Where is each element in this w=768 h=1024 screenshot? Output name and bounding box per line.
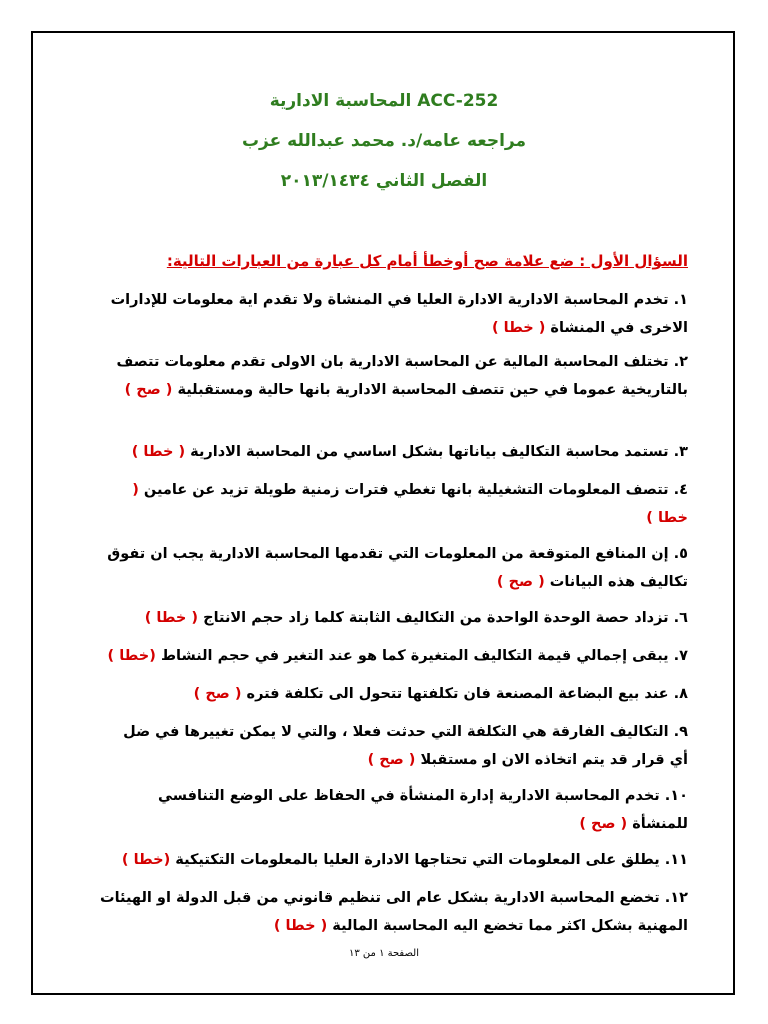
statement-text: ١٠. تخدم المحاسبة الادارية إدارة المنشأة في الحفاظ على الوضع التنافسي للمنشأة	[158, 788, 688, 832]
list-item	[100, 476, 688, 532]
list-item	[100, 718, 688, 774]
statement-text: ٤. تتصف المعلومات التشغيلية بانها تغطي فترات زمنية طويلة تزيد عن عامين	[143, 482, 688, 498]
statement-text: ٦. تزداد حصة الوحدة الواحدة من التكاليف الثابتة كلما زاد حجم الانتاج	[203, 610, 688, 626]
list-item	[100, 680, 688, 708]
list-item	[100, 782, 688, 838]
semester: الفصل الثاني ٢٠١٣/١٤٣٤	[280, 171, 488, 191]
answer-mark: ( صح )	[579, 816, 628, 832]
statement-text: ١. تخدم المحاسبة الادارية الادارة العليا في المنشاة ولا تقدم اية معلومات للإدارات الاخرى في المنشاة	[110, 292, 688, 336]
course-title: المحاسبة الادارية ACC-252	[269, 91, 499, 111]
answer-mark: ( خطا )	[132, 482, 688, 526]
list-item	[100, 438, 688, 466]
answer-mark: (خطا )	[121, 852, 171, 868]
answer-mark: ( خطا )	[491, 320, 546, 336]
answer-mark: ( صح )	[124, 382, 173, 398]
answer-mark: ( خطا )	[273, 918, 328, 934]
statement-text: ٥. إن المنافع المتوقعة من المعلومات التي تقدمها المحاسبة الادارية يجب ان تفوق تكاليف هذه البيانات	[107, 546, 688, 590]
statement-text: ١١. يطلق على المعلومات التي تحتاجها الادارة العليا بالمعلومات التكتيكية	[175, 852, 688, 868]
statement-text: ٣. تستمد محاسبة التكاليف بياناتها بشكل اساسي من المحاسبة الادارية	[190, 444, 688, 460]
answer-mark: ( صح )	[193, 686, 242, 702]
page-number: الصفحة ١ من ١٣	[348, 948, 419, 959]
statement-text: ٢. تختلف المحاسبة المالية عن المحاسبة الادارية بان الاولى تقدم معلومات تتصف بالتاريخية عموما في حين تتصف المحاسبة الادارية بانها حالية ومستقبلية	[116, 354, 688, 398]
review-author: مراجعه عامه/د. محمد عبدالله عزب	[241, 131, 527, 151]
list-item	[100, 884, 688, 940]
statement-text: ٧. يبقى إجمالي قيمة التكاليف المتغيرة كما هو عند التغير في حجم النشاط	[160, 648, 688, 664]
list-item	[100, 286, 688, 342]
statement-text: ١٢. تخضع المحاسبة الادارية بشكل عام الى تنظيم قانوني من قبل الدولة او الهيئات المهنية بشكل اكثر مما تخضع اليه المحاسبة المالية	[100, 890, 688, 934]
answer-mark: ( صح )	[496, 574, 545, 590]
list-item	[100, 540, 688, 596]
statement-text: ٨. عند بيع البضاعة المصنعة فان تكلفتها تتحول الى تكلفة فتره	[246, 686, 688, 702]
list-item	[100, 604, 688, 632]
list-item	[100, 846, 688, 874]
answer-mark: ( خطا )	[131, 444, 186, 460]
list-item	[100, 642, 688, 670]
question-heading: السؤال الأول : ضع علامة صح أوخطأ أمام كل عبارة من العبارات التالية:	[166, 252, 688, 270]
list-item	[100, 348, 688, 404]
statement-text: ٩. التكاليف الفارقة هي التكلفة التي حدثت فعلا ، والتي لا يمكن تغييرها في ضل أي قرار قد يتم اتخاذه الان او مستقبلا	[123, 724, 688, 768]
answer-mark: (خطا )	[107, 648, 156, 664]
answer-mark: ( خطا )	[144, 610, 199, 626]
answer-mark: ( صح )	[367, 752, 416, 768]
